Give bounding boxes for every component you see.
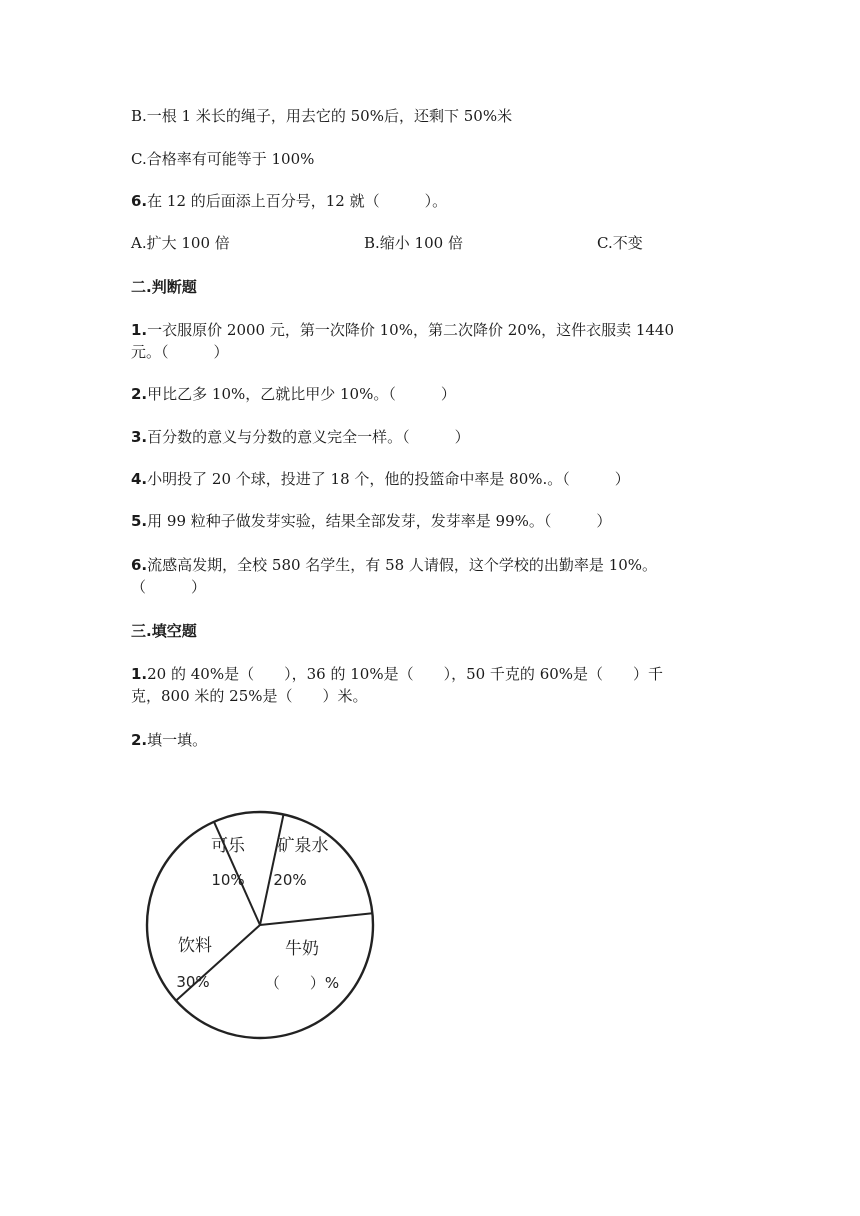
judge-4-number: 4. <box>131 470 148 488</box>
judge-item-2 <box>131 384 456 404</box>
q5-option-c: C.合格率有可能等于 100% <box>131 150 315 168</box>
fill-1-number: 1. <box>131 665 148 683</box>
judge-6-text: 流感高发期，全校 580 名学生，有 58 人请假，这个学校的出勤率是 10%。 <box>147 556 658 574</box>
judge-2-number: 2. <box>131 385 148 403</box>
judge-item-3 <box>131 427 470 447</box>
fill-2-text: 填一填。 <box>147 731 208 749</box>
q6-option-b: B.缩小 100 倍 <box>364 234 463 252</box>
pie-label-mineral-water: 矿泉水 <box>277 836 329 856</box>
pie-value-drinks: 30% <box>176 973 210 991</box>
pie-value-mineral-water: 20% <box>273 871 307 889</box>
judge-1-continuation: 元。（ ） <box>131 343 229 361</box>
judge-1-text: 一衣服原价 2000 元，第一次降价 10%，第二次降价 20%，这件衣服卖 1440 <box>147 321 675 339</box>
pie-chart <box>140 805 380 1045</box>
section3-title: 三.填空题 <box>131 622 197 640</box>
judge-5-number: 5. <box>131 512 148 530</box>
fill-item-1 <box>131 664 663 684</box>
pie-label-cola: 可乐 <box>211 836 245 856</box>
judge-item-4 <box>131 469 630 489</box>
judge-item-5 <box>131 511 611 531</box>
pie-value-cola: 10% <box>211 871 245 889</box>
fill-item-2 <box>131 730 207 750</box>
q6-option-c: C.不变 <box>597 234 643 252</box>
q6-text: 在 12 的后面添上百分号，12 就（ ）。 <box>147 192 448 210</box>
section2-title: 二.判断题 <box>131 278 197 296</box>
q6-number: 6. <box>131 192 148 210</box>
judge-6-number: 6. <box>131 556 148 574</box>
judge-item-1 <box>131 320 674 340</box>
pie-value-milk: （ ）% <box>264 974 340 992</box>
judge-5-text: 用 99 粒种子做发芽实验，结果全部发芽，发芽率是 99%。（ ） <box>147 512 612 530</box>
fill-1-continuation: 克，800 米的 25%是（ ）米。 <box>131 687 368 705</box>
fill-1-text: 20 的 40%是（ ），36 的 10%是（ ），50 千克的 60%是（ ）千 <box>147 665 664 683</box>
judge-2-text: 甲比乙多 10%，乙就比甲少 10%。（ ） <box>147 385 456 403</box>
q6-option-a: A.扩大 100 倍 <box>131 234 230 252</box>
judge-3-text: 百分数的意义与分数的意义完全一样。（ ） <box>147 428 470 446</box>
judge-3-number: 3. <box>131 428 148 446</box>
fill-2-number: 2. <box>131 731 148 749</box>
judge-1-number: 1. <box>131 321 148 339</box>
q6-question <box>131 191 447 211</box>
judge-6-continuation: （ ） <box>131 578 207 596</box>
q5-option-b: B.一根 1 米长的绳子，用去它的 50%后，还剩下 50%米 <box>131 107 513 125</box>
pie-label-milk: 牛奶 <box>285 939 319 959</box>
judge-4-text: 小明投了 20 个球，投进了 18 个，他的投篮命中率是 80%.。（ ） <box>147 470 630 488</box>
judge-item-6 <box>131 555 657 575</box>
pie-label-drinks: 饮料 <box>178 936 212 956</box>
